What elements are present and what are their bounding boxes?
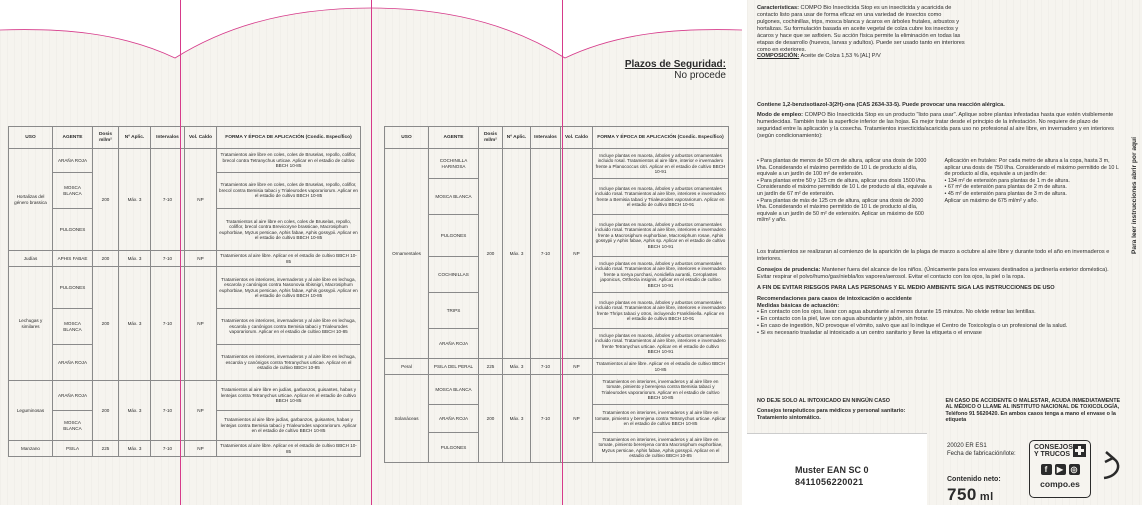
dosage-item: • 134 m² de extensión para plantas de 1 m de altura. xyxy=(944,177,1070,184)
barcode-number: 8411056220021 xyxy=(795,477,864,487)
table-row xyxy=(385,359,729,375)
cell-aplic: Máx. 3 xyxy=(119,381,151,441)
emergency-columns xyxy=(757,398,1122,424)
cell-agente: MOSCA BLANCA xyxy=(429,375,479,405)
usage-table-left xyxy=(8,126,361,457)
header-vol: Vol. Caldo xyxy=(185,127,217,149)
cell-forma: Tratamientos al aire libre. Aplicar en el estadio de cultivo BBCH 10-85 xyxy=(217,441,361,457)
instructions-panel xyxy=(747,0,1142,505)
dosage-right-column xyxy=(945,158,1123,224)
header-forma: FORMA Y ÉPOCA DE APLICACIÓN (Condic. Específico) xyxy=(593,127,729,149)
cell-agente: PSILA DEL PERAL xyxy=(429,359,479,375)
cell-vol: NP xyxy=(185,149,217,251)
tips-title-line1: CONSEJOS xyxy=(1034,444,1073,451)
prudence-title: Consejos de prudencia: xyxy=(757,266,821,273)
cell-forma: Incluye plantas en maceta, árboles y arbustos ornamentales incluido rosal. Tratamientos al aire libre, interiores e invernadero frente a Icerya purchasi, Aonidiella aurantii, Ceroplastes japonicus, Orthezia insignis. Aplicar en el estadio de cultivo BBCH 10-91 xyxy=(593,257,729,293)
cell-agente: PULGONES xyxy=(429,215,479,257)
composition-title: COMPOSICIÓN: xyxy=(757,53,800,60)
cell-uso: Lechugas y similares xyxy=(9,267,53,381)
cell-agente: ARAÑA ROJA xyxy=(53,149,93,173)
instagram-icon: ◎ xyxy=(1069,464,1080,475)
composition-text: Aceite de Colza 1,53 % [AL] P/V xyxy=(800,53,881,60)
header-dosis: Dosis ml/m² xyxy=(479,127,503,149)
cell-agente: PULGONES xyxy=(429,433,479,463)
contains-warning: Contiene 1,2-benzisotiazol-3(2H)-ona (CAS 2634-33-5). Puede provocar una reacción alérgica. xyxy=(757,102,1005,108)
cell-forma: Tratamientos al aire libre. Aplicar en el estadio de cultivo BBCH 10-85 xyxy=(217,251,361,267)
website-url: compo.es xyxy=(1040,479,1080,489)
cell-agente: COCHINILLAS xyxy=(429,257,479,293)
cell-vol: NP xyxy=(561,359,593,375)
dosage-item: • Para plantas entre 50 y 125 cm de altura, aplicar una dosis 1500 l/ha. Considerando el máximo permitido de 10 L de producto al día, equivale a un jardín de 67 m² de extensión. xyxy=(757,177,932,197)
table-row xyxy=(385,149,729,179)
cell-agente: APHIS FABAE xyxy=(53,251,93,267)
net-content-label: Contenido neto: xyxy=(947,476,1001,483)
cell-uso: Leguminosas xyxy=(9,381,53,441)
cell-dosis: 200 xyxy=(93,251,119,267)
cell-dosis: 200 xyxy=(93,267,119,381)
cell-forma: Tratamientos en interiores, invernaderos y al aire libre en lechuga, escarola y canónigos contra Tetranychus urticae. Aplicar en el estadio de cultivo BBCH 10-85 xyxy=(217,345,361,381)
open-here-instruction: Para leer instrucciones abrir por aquí xyxy=(1131,137,1138,254)
cell-dosis: 225 xyxy=(479,359,503,375)
cell-uso: Judías xyxy=(9,251,53,267)
cell-vol: NP xyxy=(185,381,217,441)
cell-vol: NP xyxy=(561,375,593,463)
cell-aplic: Máx. 3 xyxy=(503,375,531,463)
dosage-item: Aplicación en frutales: Por cada metro de altura a la copa, hasta 3 m, aplicar una dosis de 750 l/ha. Considerando el máximo permitido de 10 L de producto al día, equivale a un jardín de: xyxy=(944,158,1119,178)
cell-dosis: 225 xyxy=(93,441,119,457)
no-leave-alone: NO DEJE SOLO AL INTOXICADO EN NINGÚN CASO xyxy=(757,398,890,404)
cell-intervalo: 7-10 xyxy=(151,149,185,251)
table-row xyxy=(9,251,361,267)
safety-period-title: Plazos de Seguridad: xyxy=(624,59,726,70)
cell-aplic: Máx. 3 xyxy=(503,149,531,359)
cell-forma: Incluye plantas en maceta, árboles y arbustos ornamentales incluido rosal. Tratamientos al aire libre, interior e invernadero frente a Planococcus citri. Aplicar en el estadio de cultivo BBCH 10-91 xyxy=(593,149,729,179)
characteristics-block xyxy=(757,5,967,60)
dosage-columns xyxy=(757,158,1122,224)
tips-title-line2: Y TRUCOS xyxy=(1034,451,1071,458)
header-intervalos: Intervalos xyxy=(151,127,185,149)
cell-agente: PSILA xyxy=(53,441,93,457)
cell-dosis: 200 xyxy=(479,375,503,463)
cell-intervalo: 7-10 xyxy=(151,441,185,457)
cell-aplic: Máx. 3 xyxy=(119,267,151,381)
measure-item: • Si es necesario trasladar al intoxicado a un centro sanitario y lleve la etiqueta o el envase xyxy=(757,330,982,337)
social-icons xyxy=(1030,464,1090,475)
usage-mode-text: COMPO Bio Insecticida Stop es un producto "listo para usar". Aplique sobre plantas infestadas hasta que estén visiblemente humedecidas. También trate la superficie inferior de las hojas. Es mejor tratar desde el principio de la infestación. No requiere de plazo de seguridad entre la aplicación y la cosecha. Tratamientos insecticida/acaricida para uso no profesional al aire libre, en invernadero y en interiores (según condicionamiento): xyxy=(757,112,1114,139)
volume-value: 750 xyxy=(947,485,977,504)
facebook-icon: f xyxy=(1041,464,1052,475)
cell-intervalo: 7-10 xyxy=(151,251,185,267)
fold-line xyxy=(562,0,563,505)
cell-dosis: 200 xyxy=(93,149,119,251)
cell-forma: Tratamientos al aire libre. Aplicar en el estadio de cultivo BBCH 10-85 xyxy=(593,359,729,375)
cell-agente: ARAÑA ROJA xyxy=(429,405,479,433)
measure-item: • En contacto con los ojos, lavar con agua abundante al menos durante 15 minutos. No olvide retirar las lentillas. xyxy=(757,309,1036,316)
header-agente: AGENTE xyxy=(429,127,479,149)
volume-unit: ml xyxy=(979,491,994,503)
cell-vol: NP xyxy=(561,149,593,359)
cell-agente: PULGONES xyxy=(53,209,93,251)
net-volume xyxy=(947,485,994,505)
header-uso: USO xyxy=(385,127,429,149)
cell-forma: Tratamientos en interiores, invernaderos y al aire libre en tomate, pimiento berenjena contra Macrosiphum euphorbiae, Myzus persicae, Aphis fabae, Aphis gossypii. Aplicar en el estadio de cultivo BBCH 10-85 xyxy=(593,433,729,463)
emergency-left xyxy=(757,398,934,424)
cell-vol: NP xyxy=(185,251,217,267)
cell-dosis: 200 xyxy=(93,381,119,441)
cell-forma: Tratamientos aire libre en coles, coles de Bruselas, repollo, coliflor, brecol contra Tetranychus urticae. Aplicar en el estadio de cultivo BBCH 10-85 xyxy=(217,149,361,173)
lot-code: 20020 ER ES1 xyxy=(947,443,987,449)
dosage-item: • Para plantas de menos de 50 cm de altura, aplicar una dosis de 1000 l/ha. Considerando el máximo permitido de 10 L de producto al día, equivale a un jardín de 100 m² de extensión. xyxy=(757,158,927,178)
cell-agente: MOSCA BLANCA xyxy=(429,179,479,215)
cell-forma: Incluye plantas en maceta, árboles y arbustos ornamentales incluido rosal. Tratamientos al aire libre, interiores e invernadero frente Thrips tabaci y otros, incluyendo Frankliniella. Aplicar en el estadio de cultivo BBCH 10-91 xyxy=(593,293,729,329)
therapeutic-advice: Consejos terapéuticos para médicos y personal sanitario: Tratamiento sintomático. xyxy=(757,408,906,421)
header-aplic: Nº Aplic. xyxy=(503,127,531,149)
cell-intervalo: 7-10 xyxy=(531,149,561,359)
measure-item: • En caso de ingestión, NO provoque el vómito, salvo que así lo indique el Centro de Toxicología o un profesional de la salud. xyxy=(757,323,1068,330)
cell-agente: TRIPS xyxy=(429,293,479,329)
safety-period xyxy=(625,59,726,81)
cell-uso: Solanáceas xyxy=(385,375,429,463)
prudence-text: Mantener fuera del alcance de los niños. (Únicamente para los envases destinados a jardinería exterior doméstica). Evitar respirar el polvo/humo/gas/niebla/los vapores/aerosol. Evitar el contacto con los ojos, la piel o la ropa. xyxy=(757,266,1109,280)
cell-uso: Peral xyxy=(385,359,429,375)
cell-aplic: Máx. 3 xyxy=(119,149,151,251)
cell-aplic: Máx. 3 xyxy=(119,251,151,267)
cell-forma: Tratamientos al aire libre en judías, garbanzos, guisantes, habas y lentejas contra Tetranychus urticae. Aplicar en el estadio de cultivo BBCH 10-85 xyxy=(217,381,361,411)
table-row xyxy=(9,441,361,457)
dosage-item: • 45 m² de extensión para plantas de 3 m de altura. xyxy=(944,190,1067,197)
cell-vol: NP xyxy=(185,267,217,381)
basic-measures-title: Medidas básicas de actuación: xyxy=(757,302,840,309)
open-arrow-icon xyxy=(1098,448,1126,484)
cell-intervalo: 7-10 xyxy=(531,375,561,463)
header-dosis: Dosis ml/m² xyxy=(93,127,119,149)
characteristics-title: Características: xyxy=(757,5,799,11)
cell-forma: Tratamientos en interiores, invernaderos y al aire libre en lechuga, escarola y canónigos contra Bemisia tabaci y Trialeurodes vaporariorum. Aplicar en el estadio de cultivo BBCH 10-85 xyxy=(217,309,361,345)
cell-forma: Tratamientos en interiores, invernaderos y al aire libre en tomate, pimiento y berenjena contra Tetranychus urticae. Aplicar en el estadio de cultivo BBCH 10-85 xyxy=(593,405,729,433)
cell-intervalo: 7-10 xyxy=(151,381,185,441)
treatment-period: Los tratamientos se realizaran al comienzo de la aparición de la plaga de marzo a octubre al aire libre y durante todo el año en invernaderos e interiores. xyxy=(757,249,1110,262)
dosage-left-column xyxy=(757,158,935,224)
tips-logo xyxy=(1029,440,1091,498)
intoxication-title: Recomendaciones para casos de intoxicación o accidente xyxy=(757,295,912,302)
fold-line xyxy=(180,0,181,505)
header-aplic: Nº Aplic. xyxy=(119,127,151,149)
safety-period-value: No procede xyxy=(674,70,726,81)
risk-notice: A FIN DE EVITAR RIESGOS PARA LAS PERSONAS Y EL MEDIO AMBIENTE SIGA LAS INSTRUCCIONES DE USO xyxy=(757,284,1055,291)
header-uso: USO xyxy=(9,127,53,149)
cell-uso: Ornamentales xyxy=(385,149,429,359)
lot-info xyxy=(947,443,1016,458)
cell-uso: Hortalizas del género brassica xyxy=(9,149,53,251)
safety-block xyxy=(757,249,1122,337)
table-row xyxy=(9,381,361,411)
cell-forma: Tratamientos en interiores, invernaderos y al aire libre en tomate, pimiento y berenjena contra Bemisia tabaci y Trialeurodes vaporariorum. Aplicar en el estadio de cultivo BBCH 10-85 xyxy=(593,375,729,405)
cell-agente: MOSCA BLANCA xyxy=(53,173,93,209)
header-forma: FORMA Y ÉPOCA DE APLICACIÓN (Condic. Específico) xyxy=(217,127,361,149)
table-row xyxy=(9,267,361,309)
cell-vol: NP xyxy=(185,441,217,457)
cell-agente: PULGONES xyxy=(53,267,93,309)
characteristics-text: COMPO Bio Insecticida Stop es un insecticida y acaricida de contacto listo para usar de forma eficaz en una variedad de insectos como pulgones, cochinillas, trips, mosca blanca y ácaros en árboles frutales, arbustos y hortalizas. Su formulación basada en aceite vegetal de colza cubre los insectos y ácaros y hace que se asfixien. Su acción física permite la eliminación en todas las etapas de desarrollo (huevos, larvas y adultos). Puede ser usado tanto en interiores como en exteriores. xyxy=(757,5,965,53)
cell-forma: Tratamientos aire libre en coles, coles de Bruselas, repollo, coliflor, brecol contra Bemisia tabaci y Trialeurodes vaporariorum. Aplicar en el estadio de cultivo BBCH 10-85 xyxy=(217,173,361,209)
cell-agente: COCHINILLA HARINOSA xyxy=(429,149,479,179)
cell-forma: Tratamientos en interiores, invernaderos y al aire libre en lechuga, escarola y canónigos contra Nasonovia ribisnigri, Macrosiphum euphorbiae, Myzus persicae, Aphis fabae, Aphis gossypii. Aplicar en el estadio de cultivo BBCH 10-85 xyxy=(217,267,361,309)
measure-item: • En contacto con la piel, lave con agua abundante y jabón, sin frotar. xyxy=(757,316,929,323)
cell-agente: MOSCA BLANCA xyxy=(53,309,93,345)
cell-forma: Incluye plantas en maceta, árboles y arbustos ornamentales incluido rosal. Tratamientos al aire libre, interiores e invernadero frente a Bemisia tabaci y Trialeurodes vaporariorum. Aplicar en el estadio de cultivo BBCH 10-91 xyxy=(593,179,729,215)
header-intervalos: Intervalos xyxy=(531,127,561,149)
table-row xyxy=(385,375,729,405)
cell-intervalo: 7-10 xyxy=(531,359,561,375)
accident-notice: EN CASO DE ACCIDENTE O MALESTAR, ACUDA INMEDIATAMENTE AL MÉDICO O LLAME AL INSTITUTO NACIONAL DE TOXICOLOGÍA, Teléfono 91 5620420. En ambos casos tenga a mano el envase o la etiqueta xyxy=(945,398,1121,424)
cell-forma: Incluye plantas en maceta, árboles y arbustos ornamentales incluido rosal. Tratamientos al aire libre, interiores e invernadero frente Tetranychus urticae. Aplicar en el estadio de cultivo BBCH 10-91 xyxy=(593,329,729,359)
plus-icon xyxy=(1073,444,1086,457)
cell-forma: Incluye plantas en maceta, árboles y arbustos ornamentales incluido rosal. Tratamientos al aire libre, interiores e invernadero frente a Macrosiphum euphorbiae, Macrosiphum rosae, Aphis gossypii y Aphis fabae, Aphis sp. Aplicar en el estadio de cultivo BBCH 10-91 xyxy=(593,215,729,257)
header-agente: AGENTE xyxy=(53,127,93,149)
dosage-item: • Para plantas de más de 125 cm de altura, aplicar una dosis de 2000 l/ha. Considerando el máximo permitido de 10 L de producto al día, equivale a un jardín de 50 m² de extensión. Aplicar un máximo de 600 ml/m² y año. xyxy=(757,197,924,224)
usage-table-right xyxy=(384,126,729,463)
youtube-icon: ▶ xyxy=(1055,464,1066,475)
cell-agente: MOSCA BLANCA xyxy=(53,411,93,441)
cell-agente: ARAÑA ROJA xyxy=(53,345,93,381)
cell-dosis: 200 xyxy=(479,149,503,359)
cell-uso: Manzano xyxy=(9,441,53,457)
prudence-block xyxy=(757,267,1122,281)
cell-aplic: Máx. 3 xyxy=(119,441,151,457)
header-vol: Vol. Caldo xyxy=(561,127,593,149)
cell-agente: ARAÑA ROJA xyxy=(429,329,479,359)
barcode-label: Muster EAN SC 0 xyxy=(795,465,869,475)
cell-intervalo: 7-10 xyxy=(151,267,185,381)
table-row xyxy=(9,149,361,173)
cell-forma: Tratamientos al aire libre en coles, coles de Bruselas, repollo, coliflor, brecol contra Brevicoryne brassicae, Macrosiphum euphorbiae, Myzus persicae, Aphis fabae, Aphis gossypii. Aplicar en el estadio de cultivo BBCH 10-85 xyxy=(217,209,361,251)
usage-mode-block xyxy=(757,112,1122,140)
cell-forma: Tratamientos al aire libre judías, garbanzos, guisantes, habas y lentejas contra Bemisia tabaci y Trialeurodes vaporariorum. Aplicar en el estadio de cultivo BBCH 10-85 xyxy=(217,411,361,441)
cell-aplic: Máx. 3 xyxy=(503,359,531,375)
dosage-item: Aplicar un máximo de 675 ml/m² y año. xyxy=(944,197,1038,204)
cell-agente: ARAÑA ROJA xyxy=(53,381,93,411)
manufacture-date-label: Fecha de fabricación/lote: xyxy=(947,450,1016,457)
fold-line xyxy=(371,0,372,505)
usage-mode-title: Modo de empleo: xyxy=(757,112,803,118)
dosage-item: • 67 m² de extensión para plantas de 2 m de altura. xyxy=(944,184,1067,191)
